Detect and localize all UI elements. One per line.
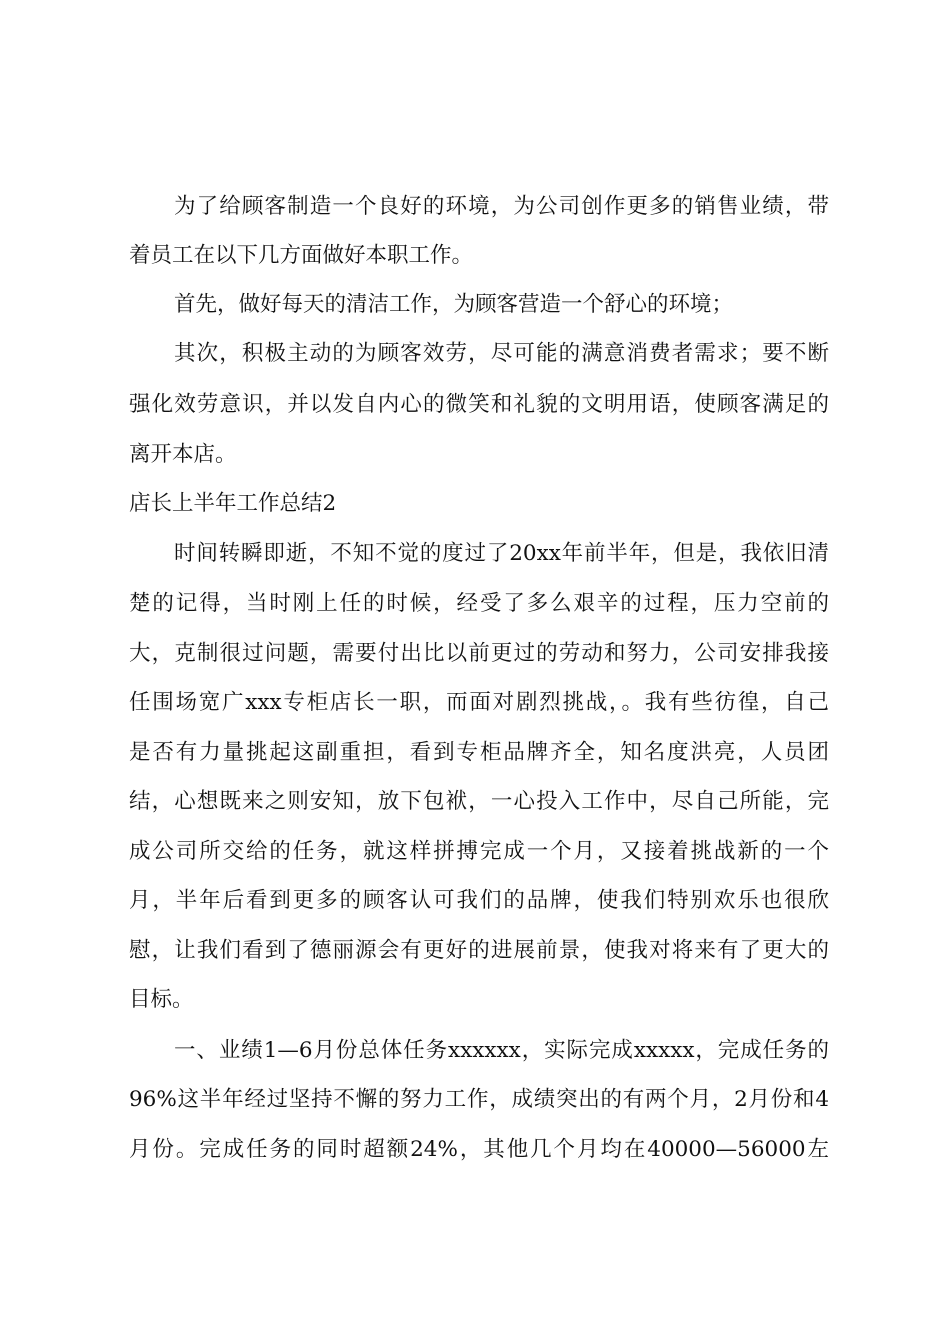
- paragraph-3-line-2: 强化效劳意识，并以发自内心的微笑和礼貌的文明用语，使顾客满足的: [129, 392, 829, 417]
- paragraph-3-line-3: 离开本店。: [129, 442, 237, 467]
- paragraph-1-line-1: 为了给顾客制造一个良好的环境，为公司创作更多的销售业绩，带: [174, 194, 829, 219]
- paragraph-2-line-1: 首先，做好每天的清洁工作，为顾客营造一个舒心的环境；: [174, 292, 734, 317]
- paragraph-5-line-2: 96%这半年经过坚持不懈的努力工作，成绩突出的有两个月，2月份和4: [129, 1087, 829, 1112]
- paragraph-5-line-1: 一、业绩1—6月份总体任务xxxxxx，实际完成xxxxx，完成任务的: [174, 1038, 829, 1063]
- paragraph-4-line-8: 月，半年后看到更多的顾客认可我们的品牌，使我们特别欢乐也很欣: [129, 888, 829, 913]
- paragraph-3-line-1: 其次，积极主动的为顾客效劳，尽可能的满意消费者需求；要不断: [174, 341, 829, 366]
- paragraph-4-line-4: 任围场宽广xxx专柜店长一职，而面对剧烈挑战，。我有些彷徨，自己: [129, 690, 829, 715]
- paragraph-1-line-2: 着员工在以下几方面做好本职工作。: [129, 243, 474, 268]
- paragraph-4-line-10: 目标。: [129, 987, 194, 1012]
- paragraph-4-line-7: 成公司所交给的任务，就这样拼搏完成一个月，又接着挑战新的一个: [129, 839, 829, 864]
- paragraph-4-line-9: 慰，让我们看到了德丽源会有更好的进展前景，使我对将来有了更大的: [129, 938, 829, 963]
- paragraph-5-line-3: 月份。完成任务的同时超额24%，其他几个月均在40000—56000左: [129, 1137, 829, 1162]
- paragraph-4-line-3: 大，克制很过问题，需要付出比以前更过的劳动和努力，公司安排我接: [129, 641, 829, 666]
- paragraph-4-line-1: 时间转瞬即逝，不知不觉的度过了20xx年前半年，但是，我依旧清: [174, 541, 829, 566]
- section-heading: 店长上半年工作总结2: [129, 491, 337, 516]
- paragraph-4-line-5: 是否有力量挑起这副重担，看到专柜品牌齐全，知名度洪亮，人员团: [129, 740, 829, 765]
- paragraph-4-line-6: 结，心想既来之则安知，放下包袱，一心投入工作中，尽自己所能，完: [129, 789, 829, 814]
- paragraph-4-line-2: 楚的记得，当时刚上任的时候，经受了多么艰辛的过程，压力空前的: [129, 591, 829, 616]
